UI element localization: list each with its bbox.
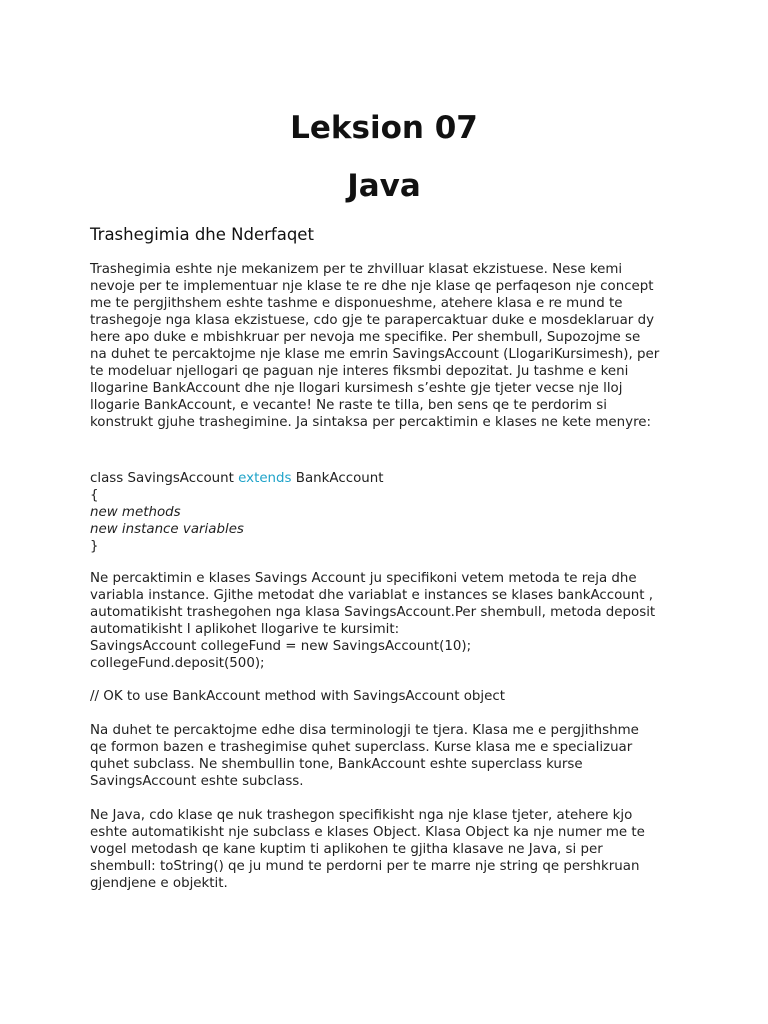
text-line: variabla instance. Gjithe metodat dhe variablat e instances se klases bankAccount , <box>90 588 654 603</box>
section-heading: Trashegimia dhe Nderfaqet <box>90 225 314 244</box>
code-new-instance-variables: new instance variables <box>90 522 244 537</box>
text-line: shembull: toString() qe ju mund te perdorni per te marre nje string qe pershkruan <box>90 859 640 874</box>
text-line: Ne Java, cdo klase qe nuk trashegon specifikisht nga nje klase tjeter, atehere kjo <box>90 808 633 823</box>
text-line: me te pergjithshem eshte tashme e disponueshme, atehere klasa e re mund te <box>90 296 623 311</box>
text-line: automatikisht I aplikohet llogarive te kursimit: <box>90 622 400 637</box>
text-line: SavingsAccount eshte subclass. <box>90 774 304 789</box>
paragraph-savings-account <box>90 570 690 672</box>
code-class-declaration <box>90 470 690 487</box>
text-line: Na duhet te percaktojme edhe disa terminologji te tjera. Klasa me e pergjithshme <box>90 723 639 738</box>
page-title: Leksion 07 <box>290 110 478 146</box>
paragraph-object-class <box>90 807 690 892</box>
code-block <box>90 470 690 555</box>
code-keyword-extends: extends <box>238 471 292 486</box>
text-line: quhet subclass. Ne shembullin tone, BankAccount eshte superclass kurse <box>90 757 583 772</box>
text-line: Ne percaktimin e klases Savings Account ju specifikoni vetem metoda te reja dhe <box>90 571 637 586</box>
text-line: llogarie BankAccount, e vecante! Ne raste te tilla, ben sens qe te perdorim si <box>90 398 607 413</box>
text-line: collegeFund.deposit(500); <box>90 656 265 671</box>
code-class-prefix: class SavingsAccount <box>90 471 239 486</box>
page-subtitle: Java <box>347 168 421 204</box>
text-line: llogarine BankAccount dhe nje llogari kursimesh s’eshte gje tjeter vecse nje lloj <box>90 381 623 396</box>
code-class-suffix: BankAccount <box>291 471 384 486</box>
code-close-brace: } <box>90 539 99 554</box>
text-line: here apo duke e mbishkruar per nevoja me specifike. Per shembull, Supozojme se <box>90 330 641 345</box>
text-line: automatikisht trashegohen nga klasa SavingsAccount.Per shembull, metoda deposit <box>90 605 656 620</box>
code-new-methods: new methods <box>90 505 181 520</box>
text-line: te modeluar njellogari qe paguan nje interes fiksmbi depozitat. Ju tashme e keni <box>90 364 629 379</box>
code-open-brace: { <box>90 488 99 503</box>
text-line: qe formon bazen e trashegimise quhet superclass. Kurse klasa me e specializuar <box>90 740 633 755</box>
paragraph-inheritance-intro <box>90 261 690 431</box>
code-comment-line: // OK to use BankAccount method with SavingsAccount object <box>90 689 506 704</box>
text-line: eshte automatikisht nje subclass e klases Object. Klasa Object ka nje numer me te <box>90 825 645 840</box>
text-line: SavingsAccount collegeFund = new SavingsAccount(10); <box>90 639 472 654</box>
text-line: Trashegimia eshte nje mekanizem per te zhvilluar klasat ekzistuese. Nese kemi <box>90 262 623 277</box>
text-line: gjendjene e objektit. <box>90 876 228 891</box>
text-line: trashegoje nga klasa ekzistuese, cdo gje te parapercaktuar duke e mosdeklaruar dy <box>90 313 654 328</box>
text-line: na duhet te percaktojme nje klase me emrin SavingsAccount (LlogariKursimesh), per <box>90 347 660 362</box>
text-line: vogel metodash qe kane kuptim ti aplikohen te gjitha klasave ne Java, si per <box>90 842 603 857</box>
paragraph-terminology <box>90 722 690 790</box>
text-line: nevoje per te implementuar nje klase te re dhe nje klase qe perfaqeson nje concept <box>90 279 654 294</box>
text-line: konstrukt gjuhe trashegimine. Ja sintaksa per percaktimin e klases ne kete menyre: <box>90 415 652 430</box>
